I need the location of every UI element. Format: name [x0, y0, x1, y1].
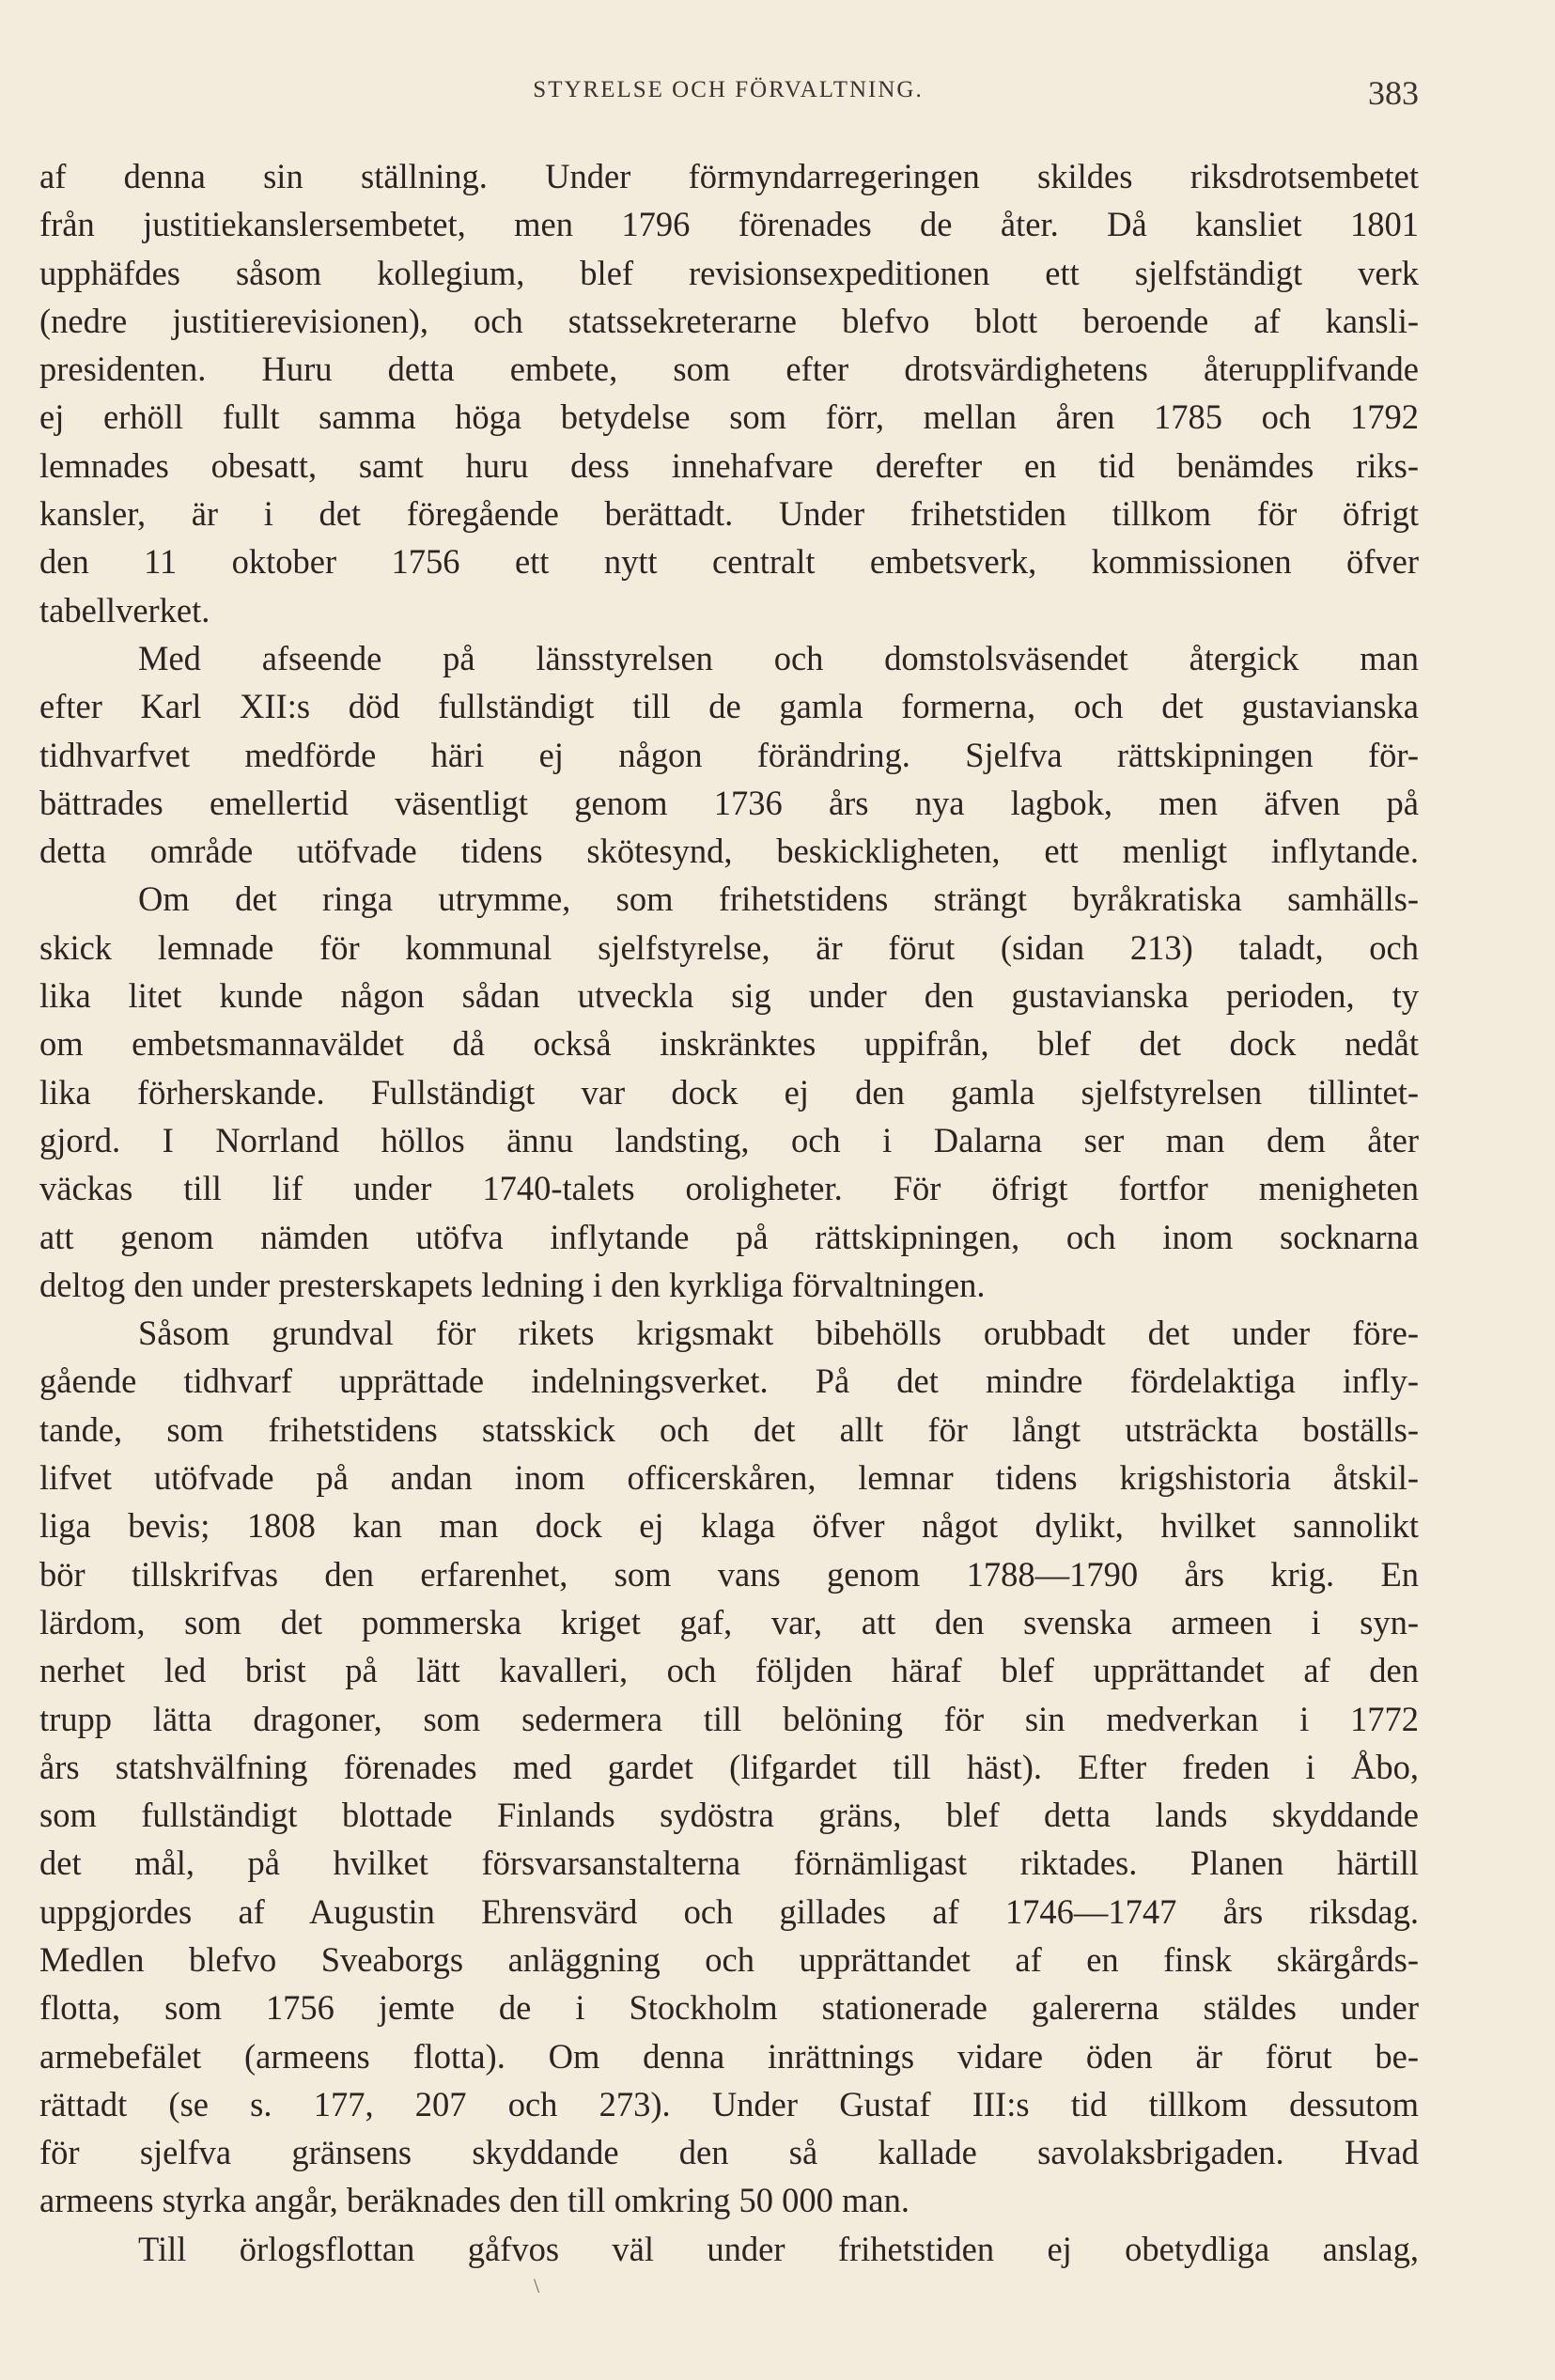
text-line: att genom nämden utöfva inflytande på rättskipningen, och inom socknarna: [39, 1217, 1419, 1256]
text-line: armebefälet (armeens flotta). Om denna inrättnings vidare öden är förut be-: [39, 2036, 1419, 2076]
text-line: efter Karl XII:s död fullständigt till de gamla formerna, och det gustavianska: [39, 687, 1419, 726]
text-line: Såsom grundval för rikets krigsmakt bibehölls orubbadt det under före-: [138, 1314, 1419, 1353]
text-line: deltog den under presterskapets ledning i den kyrkliga förvaltningen.: [39, 1265, 986, 1304]
text-line: lika litet kunde någon sådan utveckla sig under den gustavianska perioden, ty: [39, 976, 1419, 1016]
text-line: om embetsmannaväldet då också inskränktes uppifrån, blef det dock nedåt: [39, 1024, 1419, 1064]
text-line: bättrades emellertid väsentligt genom 1736 års nya lagbok, men äfven på: [39, 783, 1419, 822]
text-line: tabellverket.: [39, 590, 210, 630]
text-line: lika förherskande. Fullständigt var dock ej den gamla sjelfstyrelsen tillintet-: [39, 1072, 1419, 1112]
text-line: armeens styrka angår, beräknades den till omkring 50 000 man.: [39, 2181, 910, 2220]
text-line: gående tidhvarf upprättade indelningsverket. På det mindre fördelaktiga infly-: [39, 1361, 1419, 1401]
text-line: gjord. I Norrland höllos ännu landsting, och i Dalarna ser man dem åter: [39, 1120, 1419, 1159]
text-line: kansler, är i det föregående berättadt. Under frihetstiden tillkom för öfrigt: [39, 494, 1419, 534]
text-line: uppgjordes af Augustin Ehrensvärd och gillades af 1746—1747 års riksdag.: [39, 1891, 1419, 1931]
text-line: (nedre justitierevisionen), och statssekreterarne blefvo blott beroende af kansli-: [39, 301, 1419, 340]
text-line: flotta, som 1756 jemte de i Stockholm stationerade galererna stäldes under: [39, 1988, 1419, 2028]
text-line: liga bevis; 1808 kan man dock ej klaga öfver något dylikt, hvilket sannolikt: [39, 1506, 1419, 1546]
text-line: lärdom, som det pommerska kriget gaf, var, att den svenska armeen i syn-: [39, 1602, 1419, 1641]
text-line: Medlen blefvo Sveaborgs anläggning och upprättandet af en finsk skärgårds-: [39, 1939, 1419, 1979]
text-line: som fullständigt blottade Finlands sydöstra gräns, blef detta lands skyddande: [39, 1796, 1419, 1835]
text-line: trupp lätta dragoner, som sedermera till belöning för sin medverkan i 1772: [39, 1699, 1419, 1738]
text-line: af denna sin ställning. Under förmyndarregeringen skildes riksdrotsembetet: [39, 157, 1419, 195]
page-number: 383: [1368, 74, 1419, 112]
text-line: detta område utöfvade tidens skötesynd, beskickligheten, ett menligt inflytande.: [39, 832, 1419, 871]
text-line: för sjelfva gränsens skyddande den så kallade savolaksbrigaden. Hvad: [39, 2133, 1419, 2172]
footer-mark: \: [534, 2274, 540, 2297]
text-line: års statshvälfning förenades med gardet (lifgardet till häst). Efter freden i Åbo,: [39, 1747, 1419, 1786]
text-line: Till örlogsflottan gåfvos väl under frihetstiden ej obetydliga anslag,: [138, 2229, 1419, 2268]
text-line: Om det ringa utrymme, som frihetstidens strängt byråkratiska samhälls-: [138, 879, 1419, 919]
text-line: upphäfdes såsom kollegium, blef revisionsexpeditionen ett sjelfständigt verk: [39, 253, 1419, 292]
text-line: lemnades obesatt, samt huru dess innehafvare derefter en tid benämdes riks-: [39, 445, 1419, 485]
running-head: STYRELSE OCH FÖRVALTNING.: [533, 77, 924, 102]
text-line: tande, som frihetstidens statsskick och det allt för långt utsträckta boställs-: [39, 1409, 1419, 1449]
text-line: lifvet utöfvade på andan inom officerskåren, lemnar tidens krigshistoria åtskil-: [39, 1458, 1419, 1498]
text-line: rättadt (se s. 177, 207 och 273). Under Gustaf III:s tid tillkom dessutom: [39, 2084, 1419, 2123]
text-line: väckas till lif under 1740-talets oroligheter. För öfrigt fortfor menigheten: [39, 1169, 1419, 1208]
body-text: [39, 152, 1419, 2273]
text-line: det mål, på hvilket försvarsanstalterna förnämligast riktades. Planen härtill: [39, 1843, 1419, 1883]
text-line: tidhvarfvet medförde häri ej någon förändring. Sjelfva rättskipningen för-: [39, 735, 1419, 774]
page-header: [38, 74, 1419, 124]
text-line: nerhet led brist på lätt kavalleri, och följden häraf blef upprättandet af den: [39, 1651, 1419, 1690]
text-line: presidenten. Huru detta embete, som efter drotsvärdighetens återupplifvande: [39, 350, 1419, 389]
text-line: Med afseende på länsstyrelsen och domstolsväsendet återgick man: [138, 638, 1419, 677]
text-line: ej erhöll fullt samma höga betydelse som förr, mellan åren 1785 och 1792: [39, 397, 1419, 437]
text-line: skick lemnade för kommunal sjelfstyrelse, är förut (sidan 213) taladt, och: [39, 927, 1419, 967]
text-line: bör tillskrifvas den erfarenhet, som vans genom 1788—1790 års krig. En: [39, 1554, 1419, 1594]
text-line: den 11 oktober 1756 ett nytt centralt embetsverk, kommissionen öfver: [39, 542, 1419, 582]
text-line: från justitiekanslersembetet, men 1796 förenades de åter. Då kansliet 1801: [39, 205, 1419, 244]
